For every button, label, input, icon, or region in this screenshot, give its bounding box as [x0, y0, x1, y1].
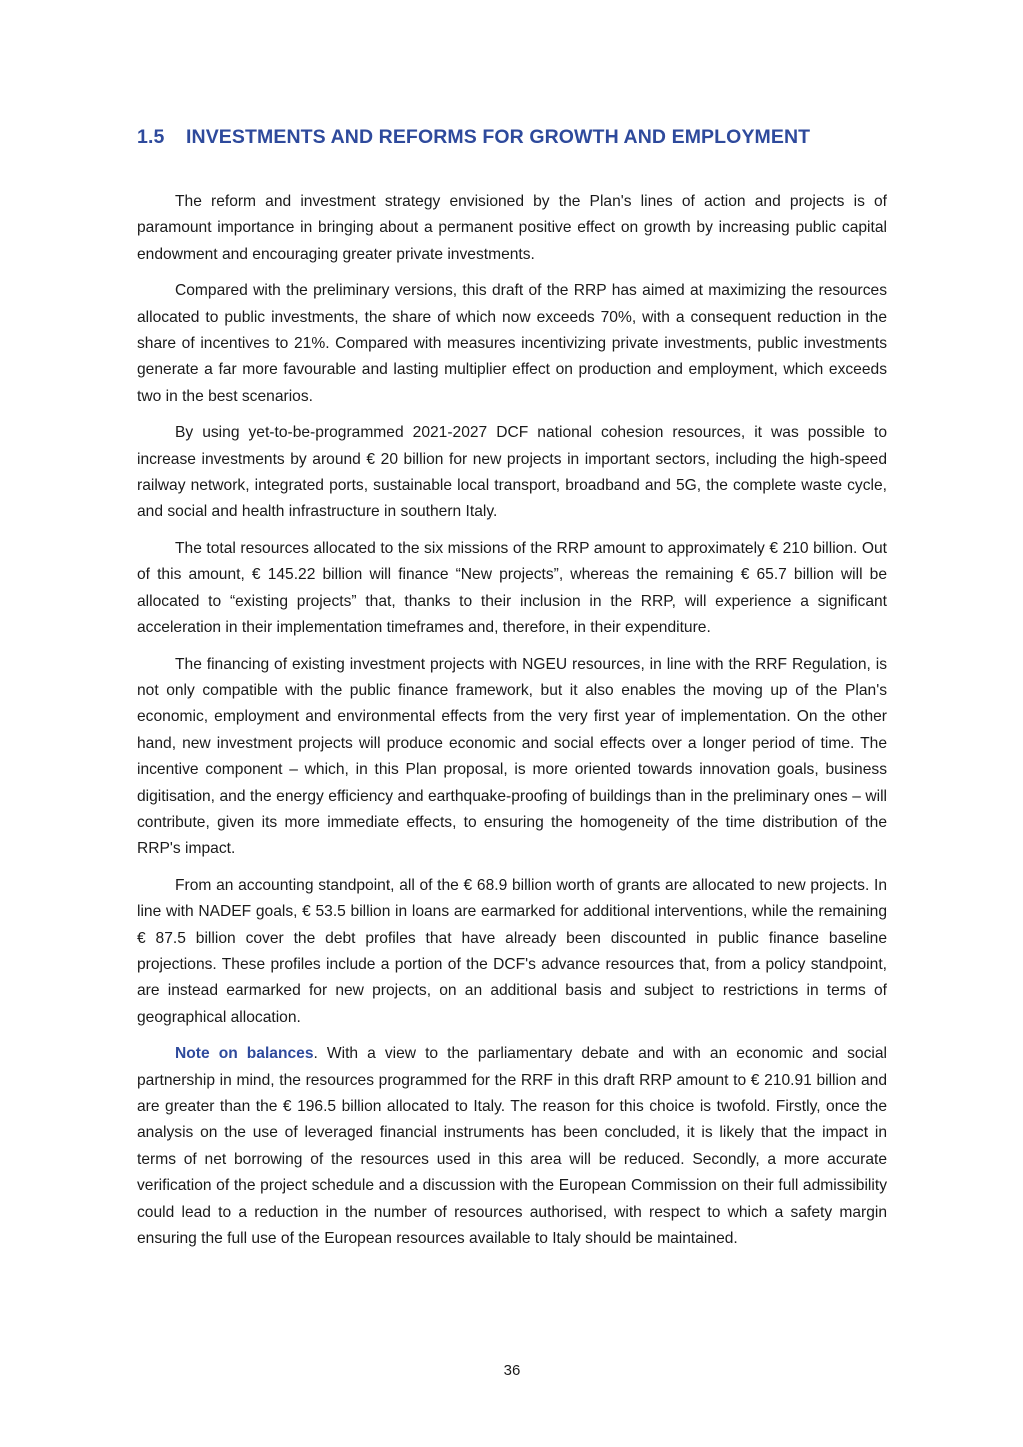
body-text [137, 189, 887, 1262]
paragraph-public-investments: Compared with the preliminary versions, this draft of the RRP has aimed at maximizing the resources allocated to public investments, the share of which now exceeds 70%, with a consequent reduction in the share of incentives to 21%. Compared with measures incentivizing private investments, public investments generate a far more favourable and lasting multiplier effect on production and employment, which exceeds two in the best scenarios. [137, 282, 887, 405]
paragraph-cohesion-resources: By using yet-to-be-programmed 2021-2027 DCF national cohesion resources, it was possible to increase investments by around € 20 billion for new projects in important sectors, including the high-speed railway network, integrated ports, sustainable local transport, broadband and 5G, the complete waste cycle, and social and health infrastructure in southern Italy. [137, 424, 887, 521]
page-number: 36 [503, 1362, 521, 1379]
section-heading [137, 126, 887, 149]
section-title: INVESTMENTS AND REFORMS FOR GROWTH AND EMPLOYMENT [186, 126, 811, 148]
paragraph-note-on-balances [137, 1041, 887, 1252]
note-label: Note on balances [175, 1045, 314, 1063]
section-number: 1.5 [137, 126, 165, 148]
paragraph-reform-strategy: The reform and investment strategy envisioned by the Plan's lines of action and projects is of paramount importance in bringing about a permanent positive effect on growth by increasing public capital endowment and encouraging greater private investments. [137, 193, 887, 263]
paragraph-accounting: From an accounting standpoint, all of the € 68.9 billion worth of grants are allocated to new projects. In line with NADEF goals, € 53.5 billion in loans are earmarked for additional interventions, while the remaining € 87.5 billion cover the debt profiles that have already been discounted in public finance baseline projections. These profiles include a portion of the DCF's advance resources that, from a policy standpoint, are instead earmarked for new projects, on an additional basis and subject to restrictions in terms of geographical allocation. [137, 876, 887, 1026]
paragraph-total-resources: The total resources allocated to the six missions of the RRP amount to approximately € 210 billion. Out of this amount, € 145.22 billion will finance “New projects”, whereas the remaining € 65.7 billion will be allocated to “existing projects” that, thanks to their inclusion in the RRP, will experience a significant acceleration in their implementation timeframes and, therefore, in their expenditure. [137, 539, 887, 637]
paragraph-existing-projects: The financing of existing investment projects with NGEU resources, in line with the RRF Regulation, is not only compatible with the public finance framework, but it also enables the moving up of the Plan's economic, employment and environmental effects from the very first year of implementation. On the other hand, new investment projects will produce economic and social effects over a longer period of time. The incentive component – which, in this Plan proposal, is more oriented towards innovation goals, business digitisation, and the energy efficiency and earthquake-proofing of buildings than in the preliminary ones – will contribute, given its more immediate effects, to ensuring the homogeneity of the time distribution of the RRP's impact. [137, 655, 887, 858]
document-page [137, 0, 887, 1447]
note-text: . With a view to the parliamentary debate and with an economic and social partnership in mind, the resources programmed for the RRF in this draft RRP amount to € 210.91 billion and are greater than the € 196.5 billion allocated to Italy. The reason for this choice is twofold. Firstly, once the analysis on the use of leveraged financial instruments has been concluded, it is likely that the impact in terms of net borrowing of the resources used in this area will be reduced. Secondly, a more accurate verification of the project schedule and a discussion with the European Commission on their full admissibility could lead to a reduction in the number of resources authorised, with respect to which a safety margin ensuring the full use of the European resources available to Italy should be maintained. [137, 1045, 887, 1248]
